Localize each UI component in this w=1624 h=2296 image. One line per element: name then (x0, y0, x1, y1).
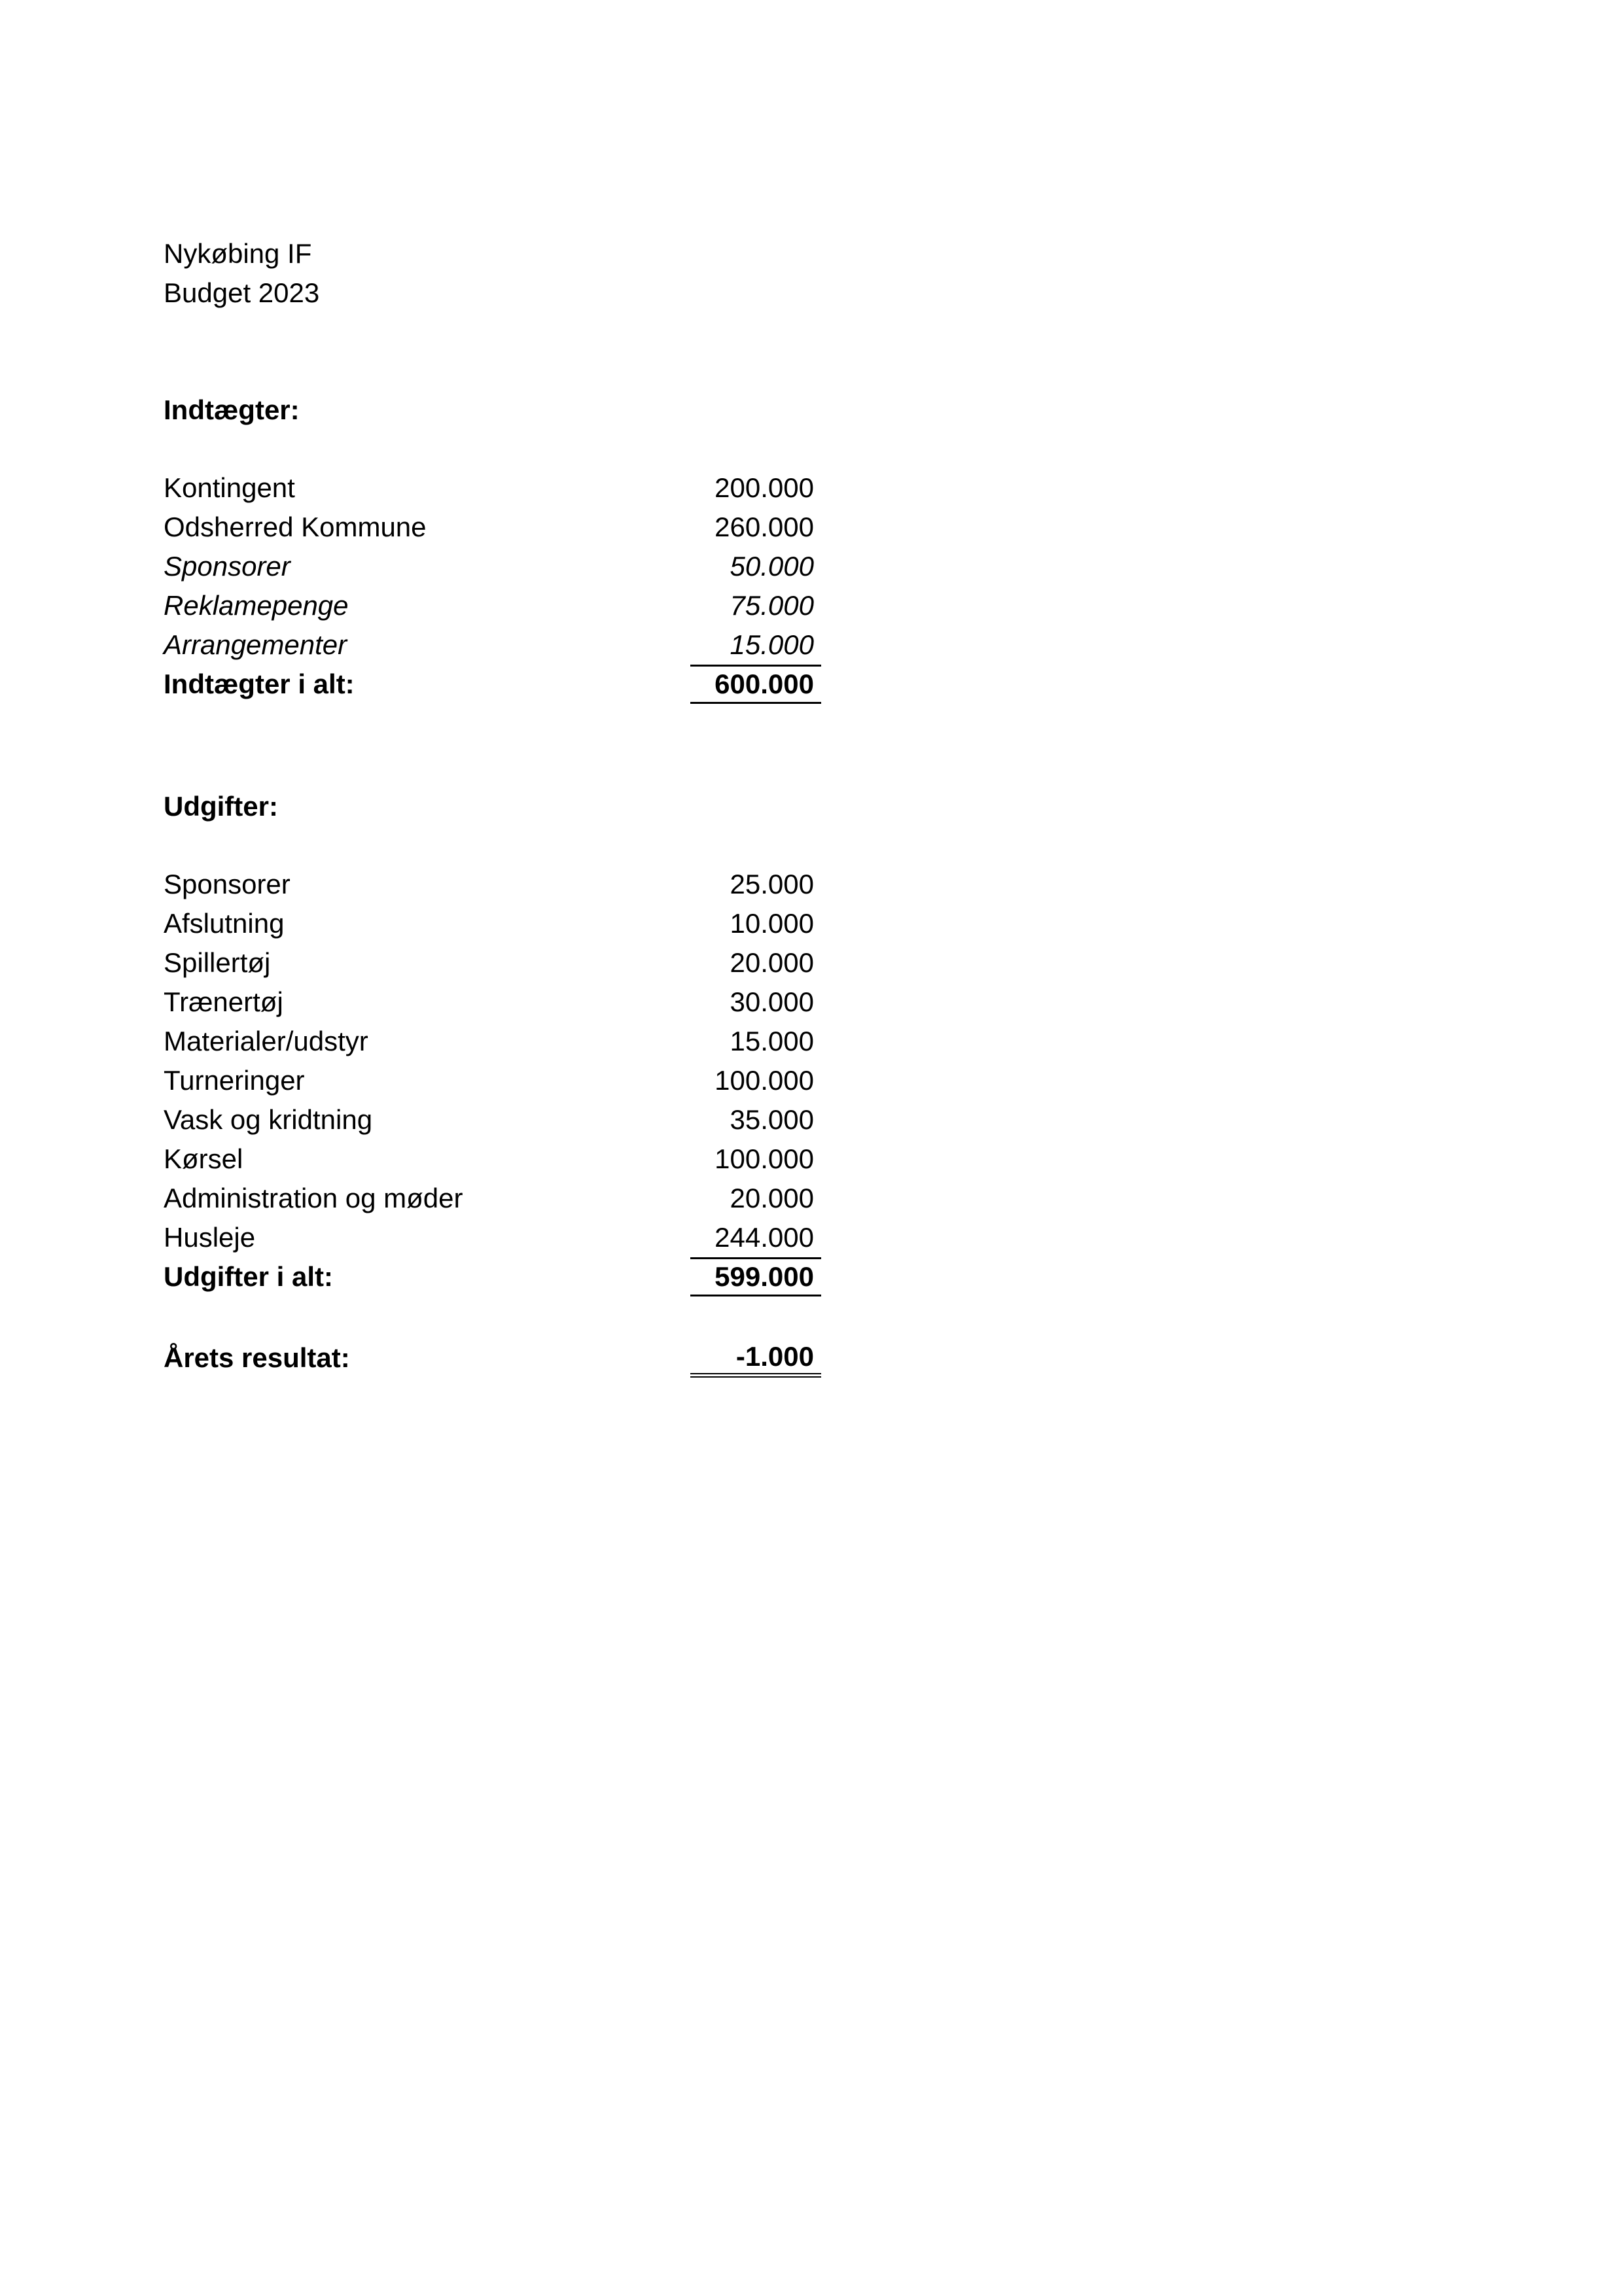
income-row-label: Reklamepenge (164, 590, 349, 621)
expense-row-label: Vask og kridtning (164, 1104, 373, 1135)
income-row (164, 586, 821, 625)
expense-row (164, 1218, 821, 1257)
income-row-amount: 75.000 (730, 590, 814, 621)
expense-row-label: Afslutning (164, 908, 285, 939)
expense-row (164, 943, 821, 983)
expense-row (164, 1179, 821, 1218)
income-row-amount: 50.000 (730, 551, 814, 582)
income-row (164, 625, 821, 665)
expense-row (164, 865, 821, 904)
expense-row-label: Husleje (164, 1222, 256, 1253)
income-row-amount: 200.000 (715, 472, 814, 503)
income-row-label: Odsherred Kommune (164, 512, 427, 542)
result-row (164, 1338, 821, 1378)
expense-row-amount: 100.000 (715, 1065, 814, 1096)
expense-row (164, 1100, 821, 1139)
expenses-total-label: Udgifter i alt: (164, 1261, 333, 1292)
income-row (164, 468, 821, 508)
income-row-amount: 260.000 (715, 512, 814, 542)
income-row-label: Sponsorer (164, 551, 291, 582)
document-title: Budget 2023 (164, 277, 320, 308)
expense-row-label: Sponsorer (164, 869, 291, 899)
income-row-amount: 15.000 (730, 629, 814, 660)
expense-row-amount: 15.000 (730, 1026, 814, 1056)
expense-row (164, 983, 821, 1022)
expense-row (164, 1061, 821, 1100)
expenses-total-row (164, 1257, 821, 1296)
expense-row-amount: 35.000 (730, 1104, 814, 1135)
expenses-total-amount: 599.000 (690, 1257, 821, 1296)
income-row (164, 547, 821, 586)
expense-row-amount: 30.000 (730, 986, 814, 1017)
result-amount: -1.000 (690, 1338, 821, 1378)
income-heading: Indtægter: (164, 394, 300, 425)
income-total-row (164, 665, 821, 704)
expense-row-label: Kørsel (164, 1143, 243, 1174)
expense-row-label: Trænertøj (164, 986, 283, 1017)
income-row-label: Arrangementer (164, 629, 347, 660)
expense-row (164, 1022, 821, 1061)
expenses-heading: Udgifter: (164, 791, 278, 822)
result-label: Årets resultat: (164, 1342, 350, 1373)
income-total-label: Indtægter i alt: (164, 669, 355, 699)
expense-row-label: Spillertøj (164, 947, 271, 978)
expense-row-label: Administration og møder (164, 1183, 463, 1213)
expense-row-label: Turneringer (164, 1065, 305, 1096)
organization-name: Nykøbing IF (164, 238, 312, 269)
expense-row-amount: 20.000 (730, 947, 814, 978)
expense-row (164, 904, 821, 943)
expense-row-label: Materialer/udstyr (164, 1026, 368, 1056)
income-row (164, 508, 821, 547)
expense-row-amount: 244.000 (715, 1222, 814, 1253)
expense-row-amount: 25.000 (730, 869, 814, 899)
expense-row (164, 1139, 821, 1179)
income-total-amount: 600.000 (690, 665, 821, 704)
expense-row-amount: 20.000 (730, 1183, 814, 1213)
expense-row-amount: 100.000 (715, 1143, 814, 1174)
expense-row-amount: 10.000 (730, 908, 814, 939)
income-row-label: Kontingent (164, 472, 295, 503)
